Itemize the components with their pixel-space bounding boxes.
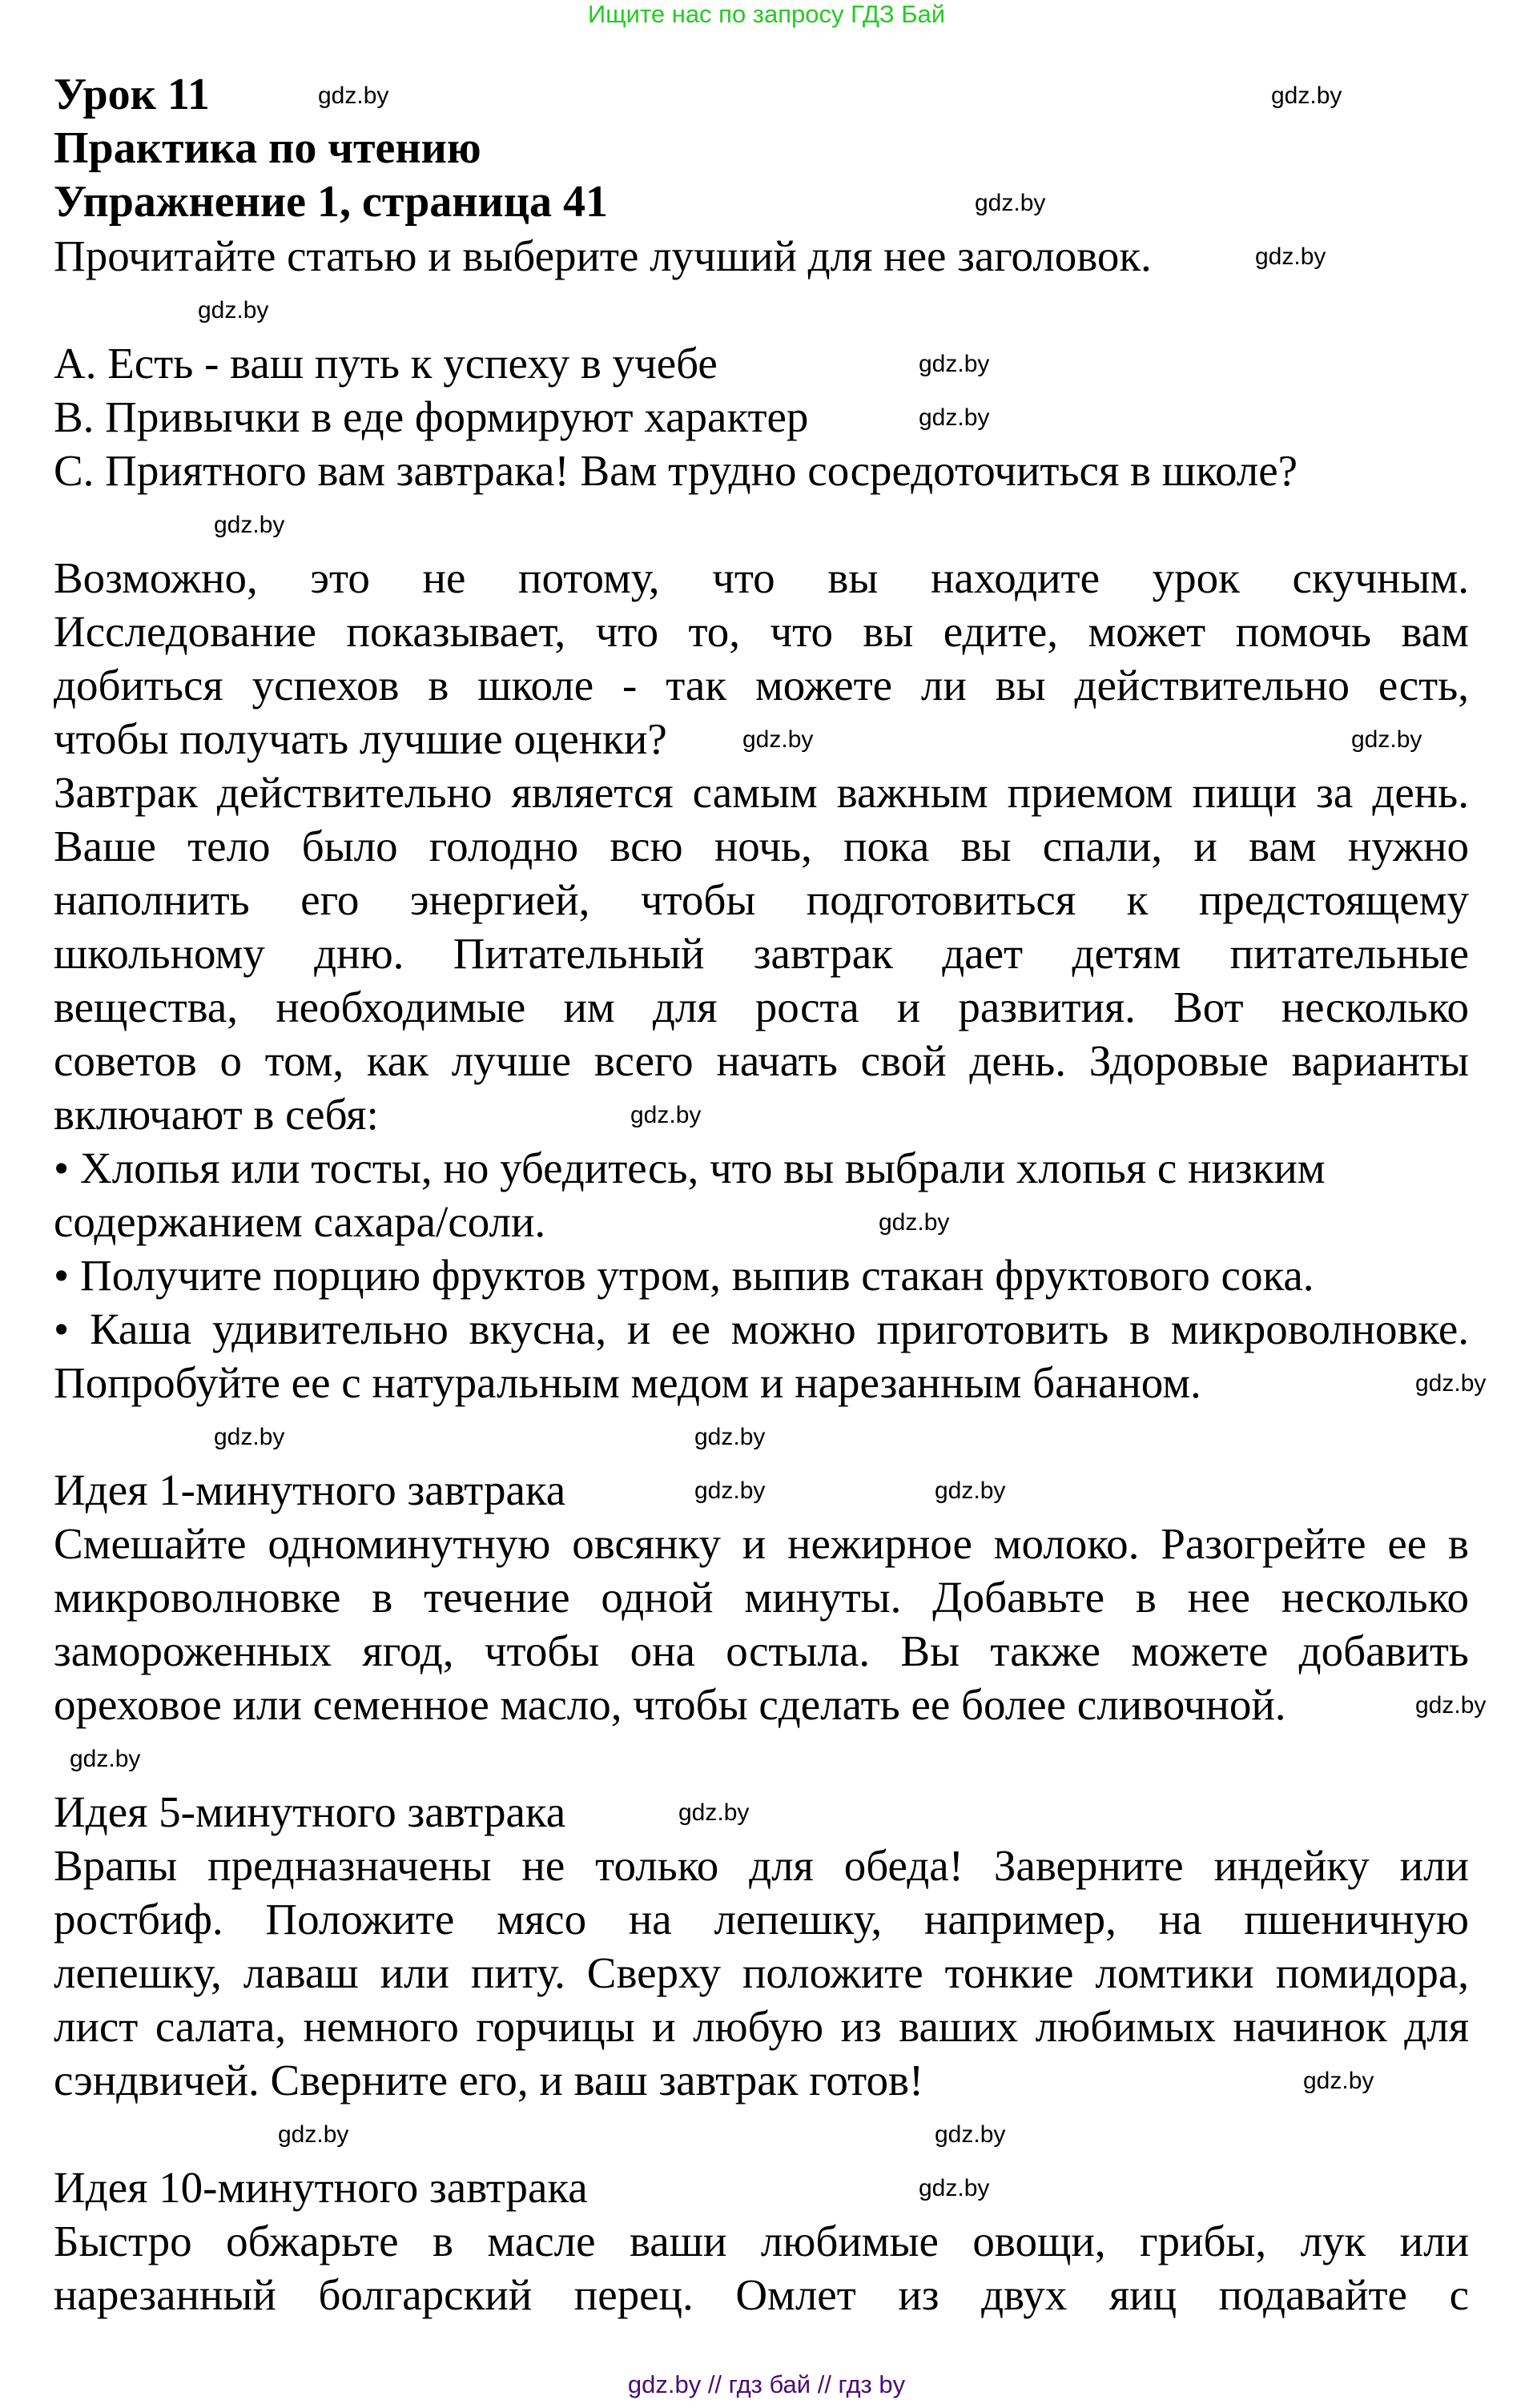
text-line: A. Есть - ваш путь к успеху в учебе: [54, 339, 718, 388]
text-line: чтобы получать лучшие оценки?: [54, 714, 667, 763]
watermark: gdz.by: [919, 2175, 990, 2201]
heading: Практика по чтению: [54, 123, 481, 173]
text-line: добиться успехов в школе - так можете ли вы действительно есть,: [54, 661, 1469, 710]
watermark: gdz.by: [278, 2121, 349, 2148]
text-line: Врапы предназначены не только для обеда! Заверните индейку или: [54, 1841, 1469, 1890]
text-line: Ваше тело было голодно всю ночь, пока вы спали, и вам нужно: [54, 822, 1469, 870]
text-line: • Хлопья или тосты, но убедитесь, что вы выбрали хлопья с низким: [54, 1144, 1326, 1192]
text-line: Идея 10-минутного завтрака: [54, 2163, 588, 2212]
watermark: gdz.by: [742, 726, 814, 753]
watermark: gdz.by: [879, 1209, 950, 1236]
text-line: микроволновке в течение одной минуты. Добавьте в нее несколько: [54, 1573, 1469, 1622]
watermark: gdz.by: [1255, 243, 1326, 270]
watermark: gdz.by: [1303, 2068, 1374, 2094]
footer-links[interactable]: gdz.by // гдз бай // гдз by: [627, 2370, 906, 2398]
text-line: • Получите порцию фруктов утром, выпив стакан фруктового сока.: [54, 1251, 1314, 1300]
watermark: gdz.by: [975, 190, 1046, 216]
watermark: gdz.by: [1271, 82, 1342, 109]
text-line: замороженных ягод, чтобы она остыла. Вы также можете добавить: [54, 1626, 1469, 1675]
text-line: Исследование показывает, что то, что вы едите, может помочь вам: [54, 607, 1469, 656]
text-line: ростбиф. Положите мясо на лепешку, например, на пшеничную: [54, 1895, 1469, 1944]
text-line: лепешку, лаваш или питу. Сверху положите тонкие ломтики помидора,: [54, 1948, 1469, 1997]
watermark: gdz.by: [70, 1746, 141, 1772]
watermark: gdz.by: [919, 404, 990, 431]
watermark: gdz.by: [214, 512, 285, 538]
text-line: Быстро обжарьте в масле ваши любимые овощи, грибы, лук или: [54, 2217, 1469, 2265]
watermark: gdz.by: [1415, 1370, 1487, 1397]
text-line: Завтрак действительно является самым важным приемом пищи за день.: [54, 768, 1469, 817]
text-line: лист салата, немного горчицы и любую из ваших любимых начинок для: [54, 2002, 1469, 2051]
text-line: нарезанный болгарский перец. Омлет из двух яиц подавайте с: [54, 2270, 1469, 2319]
watermark: gdz.by: [198, 297, 269, 324]
text-line: содержанием сахара/соли.: [54, 1197, 546, 1246]
text-line: советов о том, как лучше всего начать свой день. Здоровые варианты: [54, 1036, 1469, 1085]
text-line: Смешайте одноминутную овсянку и нежирное молоко. Разогрейте ее в: [54, 1519, 1469, 1568]
watermark: gdz.by: [935, 1477, 1006, 1504]
watermark: gdz.by: [935, 2121, 1006, 2148]
watermark: gdz.by: [694, 1424, 766, 1450]
watermark: gdz.by: [630, 1102, 702, 1128]
text-line: Идея 5-минутного завтрака: [54, 1787, 566, 1836]
watermark: gdz.by: [1351, 726, 1422, 753]
watermark: gdz.by: [694, 1477, 766, 1504]
watermark: gdz.by: [214, 1424, 285, 1450]
text-line: сэндвичей. Сверните его, и ваш завтрак готов!: [54, 2056, 924, 2104]
text-line: Попробуйте ее с натуральным медом и нарезанным бананом.: [54, 1358, 1201, 1407]
text-line: включают в себя:: [54, 1090, 379, 1139]
document-body: [54, 68, 1487, 2322]
text-line: Идея 1-минутного завтрака: [54, 1465, 566, 1514]
text-line: вещества, необходимые им для роста и развития. Вот несколько: [54, 983, 1469, 1031]
text-line: Прочитайте статью и выберите лучший для нее заголовок.: [54, 231, 1152, 280]
text-line: наполнить его энергией, чтобы подготовиться к предстоящему: [54, 875, 1469, 924]
text-line: • Каша удивительно вкусна, и ее можно приготовить в микроволновке.: [54, 1305, 1469, 1353]
text-line: C. Приятного вам завтрака! Вам трудно сосредоточиться в школе?: [54, 446, 1298, 495]
watermark: gdz.by: [1415, 1692, 1487, 1719]
watermark: gdz.by: [919, 351, 990, 377]
watermark: gdz.by: [678, 1799, 750, 1826]
heading: Упражнение 1, страница 41: [54, 177, 609, 227]
text-line: Возможно, это не потому, что вы находите урок скучным.: [54, 553, 1469, 602]
text-line: B. Привычки в еде формируют характер: [54, 392, 809, 441]
watermark: gdz.by: [318, 82, 389, 109]
text-line: школьному дню. Питательный завтрак дает детям питательные: [54, 929, 1469, 978]
text-line: ореховое или семенное масло, чтобы сделать ее более сливочной.: [54, 1680, 1286, 1729]
search-banner[interactable]: Ищите нас по запросу ГДЗ Бай: [587, 0, 946, 28]
heading: Урок 11: [54, 70, 210, 119]
